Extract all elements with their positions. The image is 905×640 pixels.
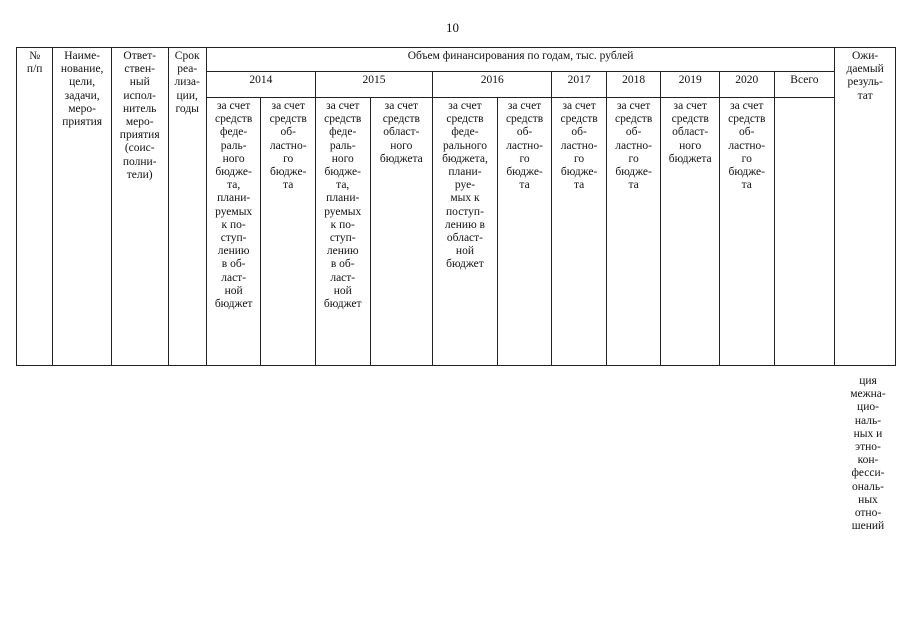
year-2018: 2018 [606,72,661,98]
year-2015: 2015 [315,72,432,98]
page-number: 10 [446,20,459,35]
subcol-2014-federal: за счет средств феде- раль- ного бюдже- та, плани- руемых к по- ступ- лению в об- ласт- ной бюджет [206,98,261,366]
subcol-2015-federal: за счет средств феде- раль- ного бюдже- та, плани- руемых к по- ступ- лению в об- ласт- ной бюджет [315,98,370,366]
subcol-2016-regional: за счет средств об- ластно- го бюдже- та [497,98,552,366]
year-2017: 2017 [552,72,607,98]
header-financing-title: Объем финансирования по годам, тыс. рублей [206,48,834,72]
subcol-2020-regional: за счет средств об- ластно- го бюдже- та [720,98,775,366]
header-name: Наиме- нование, цели, задачи, меро- приятия [53,48,112,366]
year-2019: 2019 [661,72,720,98]
subcol-2015-regional: за счет средств област- ного бюджета [370,98,433,366]
subcol-2017-regional: за счет средств об- ластно- го бюдже- та [552,98,607,366]
year-total: Всего [774,72,835,98]
header-result: Ожи- даемый резуль- тат [835,48,896,366]
subcol-2014-regional: за счет средств об- ластно- го бюдже- та [261,98,316,366]
year-2014: 2014 [206,72,315,98]
header-num: № п/п [17,48,53,366]
subcol-2016-federal: за счет средств феде- рального бюджета, плани- руе- мых к поступ- лению в област- ной бюджет [433,98,498,366]
subcol-2019-regional: за счет средств област- ного бюджета [661,98,720,366]
header-responsible: Ответ- ствен- ный испол- нитель меро- приятия (соис- полни- тели) [111,48,168,366]
subcol-2018-regional: за счет средств об- ластно- го бюдже- та [606,98,661,366]
subcol-total [774,98,835,366]
result-continuation-text: ция межна- цио- наль- ных и этно- кон- фесси- ональ- ных отно- шений [850,375,886,533]
year-2016: 2016 [433,72,552,98]
financing-table [16,47,896,366]
header-term: Срок реа- лиза- ции, годы [168,48,206,366]
year-2020: 2020 [720,72,775,98]
